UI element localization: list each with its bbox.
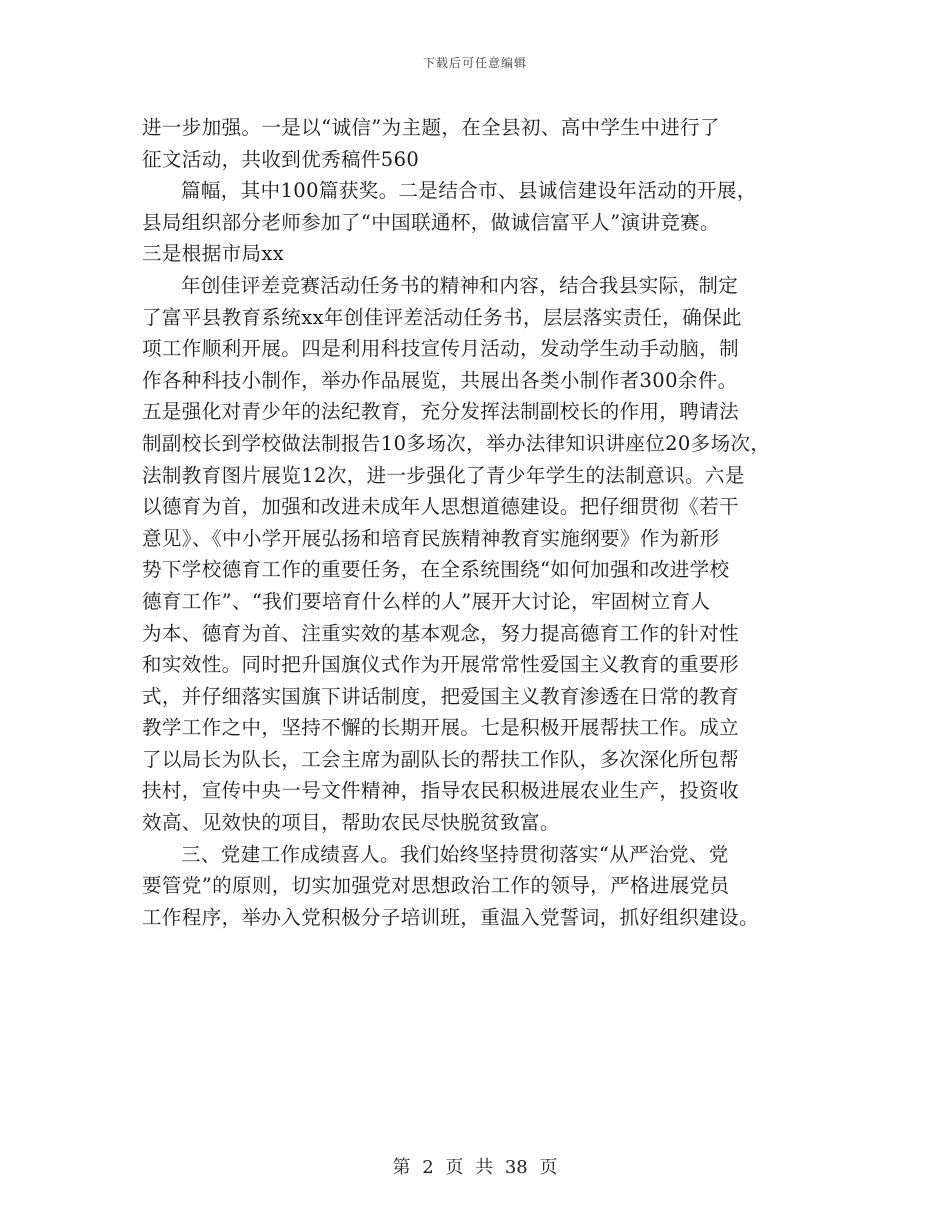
- document-body: [142, 112, 842, 933]
- body-line: 式，并仔细落实国旗下讲话制度，把爱国主义教育渗透在日常的教育: [142, 684, 740, 708]
- body-line: 年创佳评差竞赛活动任务书的精神和内容，结合我县实际，制定: [181, 273, 739, 297]
- body-line: 项工作顺利开展。四是利用科技宣传月活动，发动学生动手动脑，制: [142, 337, 740, 361]
- body-line: 制副校长到学校做法制报告10多场次，举办法律知识讲座位20多场次，: [142, 431, 771, 455]
- body-line: 为本、德育为首、注重实效的基本观念，努力提高德育工作的针对性: [142, 621, 740, 645]
- body-line: 征文活动，共收到优秀稿件560: [142, 147, 420, 171]
- body-line: 和实效性。同时把升国旗仪式作为开展常常性爱国主义教育的重要形: [142, 653, 740, 677]
- body-line: 以德育为首，加强和改进未成年人思想道德建设。把仔细贯彻《若干: [142, 495, 740, 519]
- body-line: 篇幅，其中100篇获奖。二是结合市、县诚信建设年活动的开展，: [181, 179, 757, 203]
- page-header-note: 下载后可任意编辑: [422, 56, 527, 70]
- body-line: 工作程序，举办入党积极分子培训班，重温入党誓词，抓好组织建设。: [142, 905, 759, 929]
- body-line: 势下学校德育工作的重要任务，在全系统围绕“如何加强和改进学校: [142, 558, 730, 582]
- body-line: 扶村，宣传中央一号文件精神，指导农民积极进展农业生产，投资收: [142, 779, 740, 803]
- page-number-footer: 第 2 页 共 38 页: [392, 1157, 558, 1178]
- body-line: 意见》、《中小学开展弘扬和培育民族精神教育实施纲要》作为新形: [142, 526, 720, 550]
- body-line: 了以局长为队长，工会主席为副队长的帮扶工作队，多次深化所包帮: [142, 747, 740, 771]
- body-line: 法制教育图片展览12次，进一步强化了青少年学生的法制意识。六是: [142, 463, 745, 487]
- body-line: 三是根据市局xx: [142, 242, 285, 266]
- body-line: 德育工作”、“我们要培育什么样的人”展开大讨论，牢固树立育人: [142, 589, 711, 613]
- body-line: 效高、见效快的项目，帮助农民尽快脱贫致富。: [142, 811, 560, 835]
- body-line: 作各种科技小制作，举办作品展览，共展出各类小制作者300余件。: [142, 368, 738, 392]
- body-line: 县局组织部分老师参加了“中国联通杯，做诚信富平人”演讲竞赛。: [142, 210, 720, 234]
- body-line: 教学工作之中，坚持不懈的长期开展。七是积极开展帮扶工作。成立: [142, 716, 740, 740]
- body-line: 三、党建工作成绩喜人。我们始终坚持贯彻落实“从严治党、党: [181, 842, 729, 866]
- body-line: 进一步加强。一是以“诚信”为主题，在全县初、高中学生中进行了: [142, 116, 720, 139]
- body-line: 五是强化对青少年的法纪教育，充分发挥法制副校长的作用，聘请法: [142, 400, 740, 424]
- body-line: 了富平县教育系统xx年创佳评差活动任务书，层层落实责任，确保此: [142, 305, 742, 329]
- body-line: 要管党”的原则，切实加强党对思想政治工作的领导，严格进展党员: [142, 874, 730, 898]
